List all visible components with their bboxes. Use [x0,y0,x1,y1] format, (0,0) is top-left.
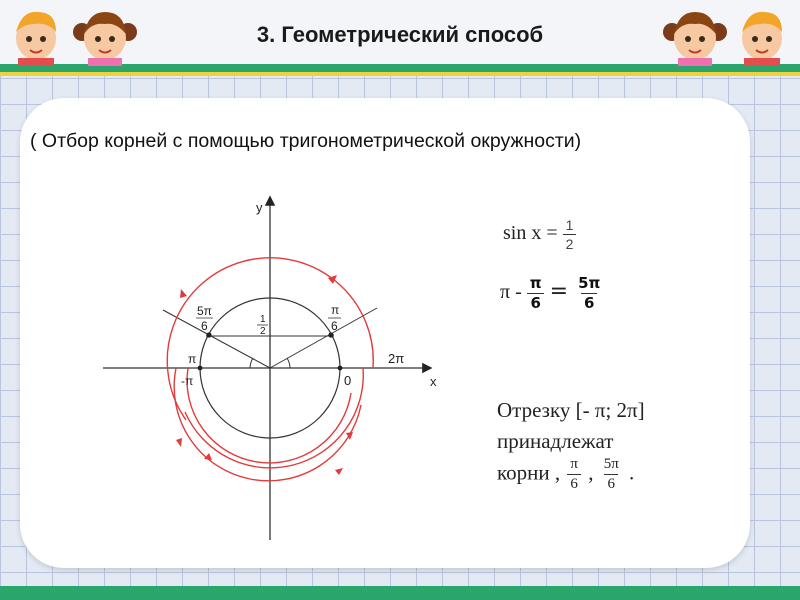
pi-label: π [188,352,197,366]
fraction-five-pi-six [575,276,603,311]
zero-label: 0 [344,373,352,388]
point-pi [198,366,203,371]
fraction-den: 6 [527,293,543,311]
roots-separator: , [588,460,599,485]
pi-six-den: 6 [331,319,338,333]
roots-line-2: принадлежат [497,429,614,453]
fraction-num: 5π [578,274,601,292]
point-zero [338,366,343,371]
fraction-num: π [570,456,578,472]
roots-line-1: Отрезку [- π; 2π] [497,398,645,422]
slide-title: 3. Геометрический способ [256,22,544,47]
fraction-den: 6 [567,474,581,492]
pi-six-num: π [331,303,340,317]
fraction-num: 5π [603,456,619,472]
fraction-den: 6 [581,293,597,311]
arrow-2 [180,289,187,298]
arrow-6 [335,468,343,475]
root-pi-six [567,457,581,492]
fraction-one-half [563,218,577,251]
roots-prefix: корни , [497,460,566,485]
fraction-pi-six [527,276,545,311]
x-axis-label: x [430,374,437,389]
footer-green-stripe [0,586,800,600]
angle-arc-right [287,358,290,368]
ray-pi6 [270,308,377,368]
fraction-num: 1 [565,217,574,233]
equation-sin [503,218,576,251]
ray-5pi6 [163,310,270,368]
trig-circle-diagram [95,190,445,545]
equation-pi-minus-lhs: π - [500,281,527,304]
two-pi-label: 2π [388,351,405,366]
equals-sign: = [549,279,576,305]
roots-line-3 [497,457,645,492]
fraction-num: π [529,274,542,292]
five-pi-six-num: 5π [197,304,212,318]
y-axis-label: y [256,200,263,215]
fraction-den: 6 [604,474,618,492]
half-den: 2 [260,326,266,337]
point-pi6 [328,332,333,337]
header-yellow-stripe [0,72,800,76]
angle-arc-left [250,358,253,368]
roots-end: . [629,460,635,485]
half-num: 1 [260,314,266,325]
point-5pi6 [206,332,211,337]
fraction-den: 2 [563,234,577,251]
five-pi-six-den: 6 [201,319,208,333]
arrow-3 [176,438,182,447]
slide-subtitle: ( Отбор корней с помощью тригонометрической окружности) [30,130,582,152]
neg-pi-label: -π [181,374,194,388]
equation-pi-minus [500,276,603,311]
root-five-pi-six [601,457,622,492]
equation-sin-lhs: sin x = [503,222,563,245]
roots-conclusion [497,395,645,492]
